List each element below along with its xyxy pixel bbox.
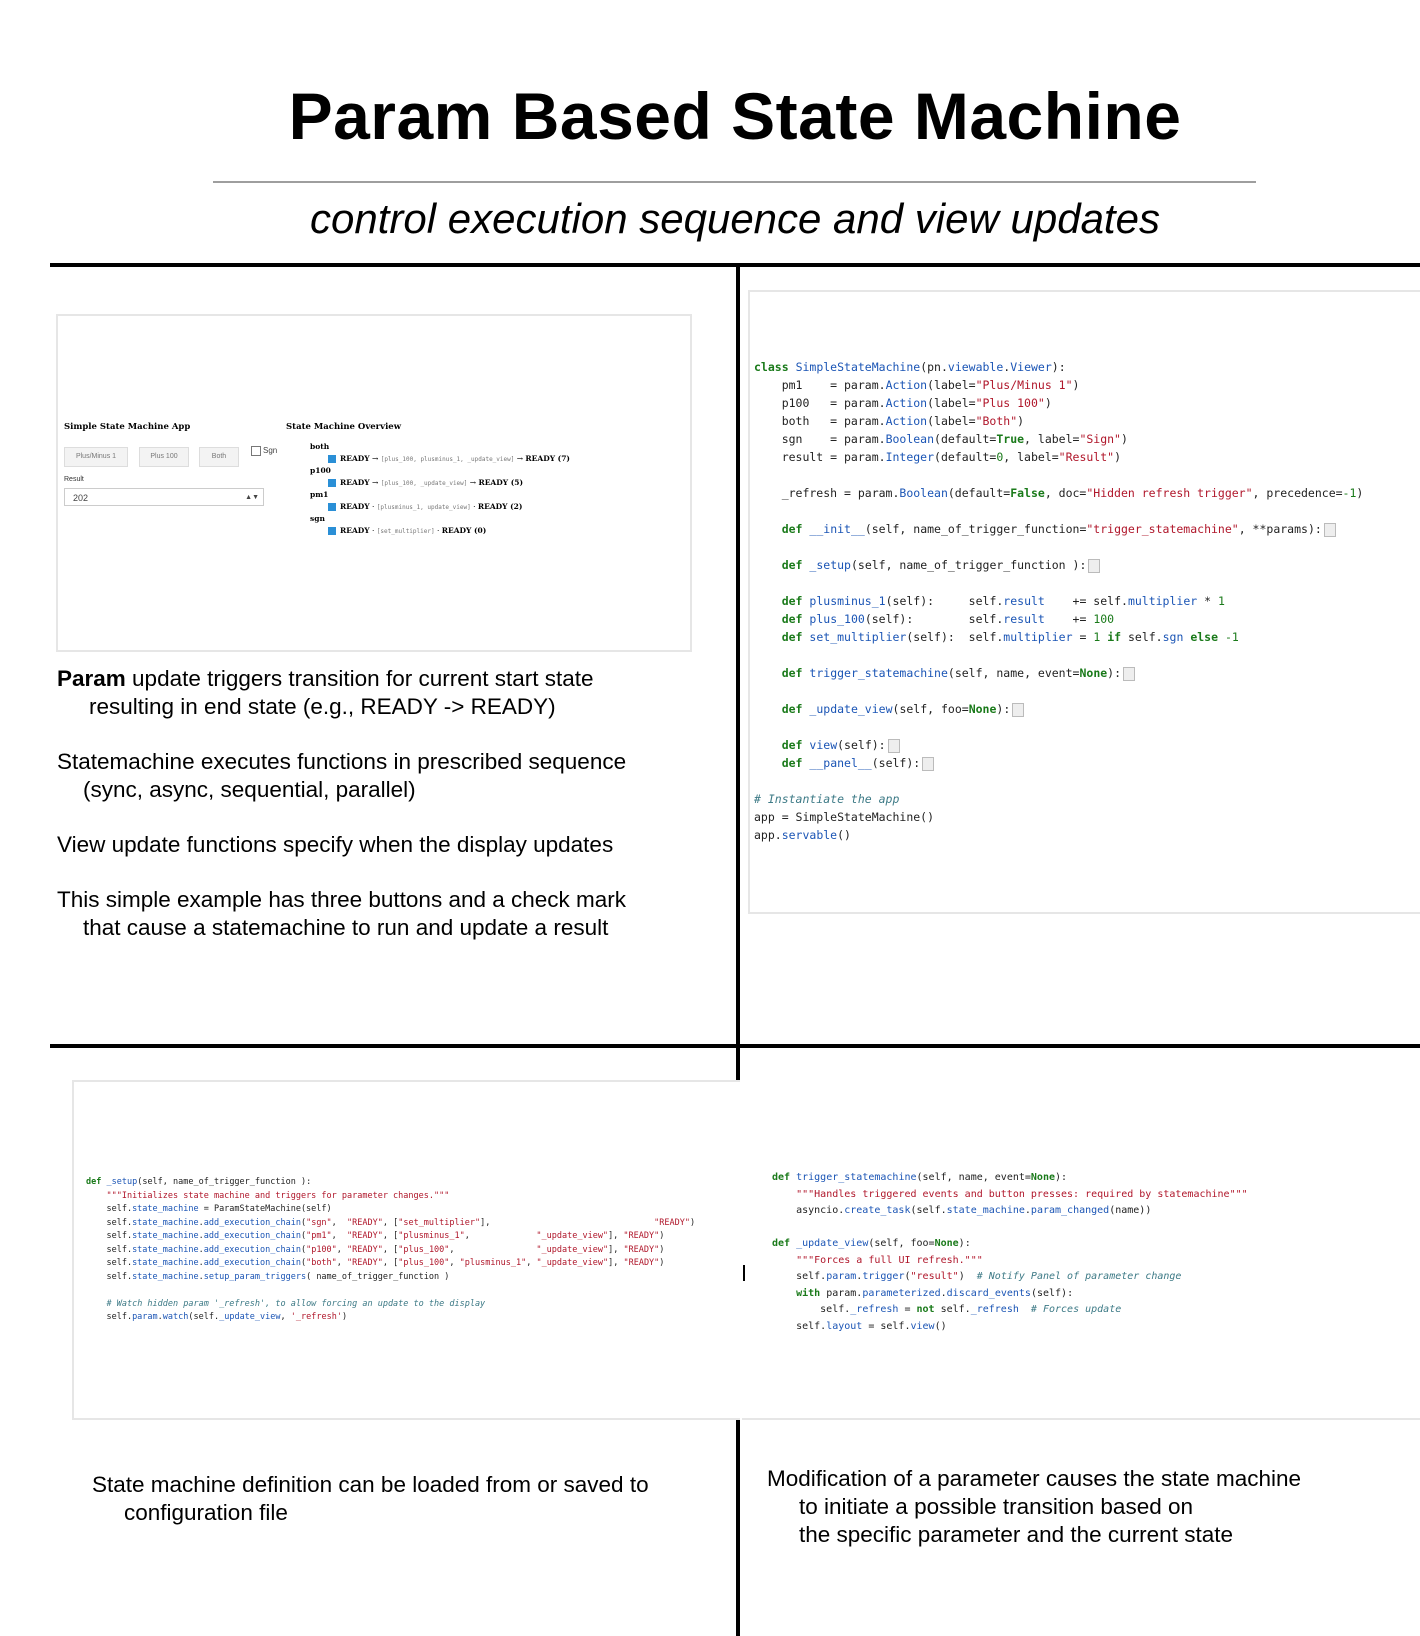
result-label: Result xyxy=(64,476,84,483)
state-name: p100 xyxy=(310,466,331,475)
code-panel-trigger xyxy=(742,1048,1420,1420)
state-name: sgn xyxy=(310,514,325,523)
state-name: both xyxy=(310,442,330,451)
both-button[interactable]: Both xyxy=(199,447,239,467)
app-preview xyxy=(56,314,692,652)
spinner-icon[interactable]: ▲▼ xyxy=(245,494,259,501)
code-class-definition: class SimpleStateMachine(pn.viewable.Viewer): pm1 = param.Action(label="Plus/Minus 1") p100 = param.Action(label="Plus 100") both = param.Action(label="Both") sgn = param.Boolean(default=True, label="Sign") result = param.Integer(default=0, label="Result") _refresh = param.Boolean(default=False, doc="Hidden refresh trigger", precedence=-1) def __init__(self, name_of_trigger_function="trigger_statemachine", **params): def _setup(self, name_of_trigger_function ): def plusminus_1(self): self.result += self.multiplier * 1 def plus_100(self): self.result += 100 def set_multiplier(self): self.multiplier = 1 if self.sgn else -1 def trigger_statemachine(self, name, event=None): def _update_view(self, foo=None): def view(self): def __panel__(self): # Instantiate the app app = SimpleStateMachine() app.servable() xyxy=(754,360,1364,842)
state-icon xyxy=(328,503,336,511)
note-bottom-left: State machine definition can be loaded from or saved to configuration file xyxy=(92,1472,649,1525)
note-view-update: View update functions specify when the display updates xyxy=(57,832,614,857)
state-icon xyxy=(328,527,336,535)
note-example: This simple example has three buttons and a check mark that cause a statemachine to run and update a result xyxy=(57,887,627,940)
result-value: 202 xyxy=(73,493,89,503)
state-name: pm1 xyxy=(310,490,329,499)
page-title: Param Based State Machine xyxy=(288,79,1182,153)
state-icon xyxy=(328,479,336,487)
sign-checkbox[interactable] xyxy=(251,446,277,456)
state-row: READY · [plusminus_1, update_view] · READY (2) xyxy=(328,502,522,511)
overview-title: State Machine Overview xyxy=(286,422,402,432)
page-subtitle: control execution sequence and view updates xyxy=(310,195,1160,242)
notes-top-left xyxy=(57,665,727,969)
grid-line-top xyxy=(50,263,1420,267)
code-panel-setup xyxy=(72,1080,740,1420)
note-param: Param update triggers transition for current start state resulting in end state (e.g., READY -> READY) xyxy=(57,666,594,719)
note-statemachine: Statemachine executes functions in prescribed sequence (sync, async, sequential, parallel) xyxy=(57,749,627,802)
app-title: Simple State Machine App xyxy=(64,422,191,432)
plus-100-button[interactable]: Plus 100 xyxy=(139,447,189,467)
text-cursor xyxy=(743,1265,745,1281)
note-bottom-right: Modification of a parameter causes the state machine to initiate a possible transition based on the specific parameter and the current state xyxy=(767,1466,1302,1547)
state-row: READY → [plus_100, plusminus_1, _update_view] → READY (7) xyxy=(328,454,570,463)
code-trigger-function: def trigger_statemachine(self, name, event=None): """Handles triggered events and button presses: required by statemachine""" asyncio.create_task(self.state_machine.param_changed(name)) def _update_view(self, foo=None): """Forces a full UI refresh.""" self.param.trigger("result") # Notify Panel of parameter change with param.parameterized.discard_events(self): self._refresh = not self._refresh # Forces update self.layout = self.view() xyxy=(772,1172,1248,1332)
grid-line-vertical xyxy=(736,265,740,1636)
checkbox-icon xyxy=(251,446,261,456)
sign-label: Sgn xyxy=(263,446,278,456)
code-panel-class xyxy=(748,290,1420,914)
state-row: READY → [plus_100, _update_view] → READY (5) xyxy=(328,478,523,487)
state-icon xyxy=(328,455,336,463)
title-divider xyxy=(213,181,1256,183)
code-setup-function: def _setup(self, name_of_trigger_function ): """Initializes state machine and triggers for parameter changes.""" self.state_machine = ParamStateMachine(self) self.state_machine.add_execution_chain("sgn", "READY", ["set_multiplier"], "READY") self.state_machine.add_execution_chain("pm1", "READY", ["plusminus_1", "_update_view"], "READY") self.state_machine.add_execution_chain("p100", "READY", ["plus_100", "_update_view"], "READY") self.state_machine.add_execution_chain("both", "READY", ["plus_100", "plusminus_1", "_update_view"], "READY") self.state_machine.setup_param_triggers( name_of_trigger_function ) # Watch hidden param '_refresh', to allow forcing an update to the display self.param.watch(self._update_view, '_refresh') xyxy=(86,1177,696,1322)
result-field[interactable] xyxy=(64,488,264,506)
state-row: READY · [set_multiplier] · READY (0) xyxy=(328,526,486,535)
plus-minus-1-button[interactable]: Plus/Minus 1 xyxy=(64,447,128,467)
